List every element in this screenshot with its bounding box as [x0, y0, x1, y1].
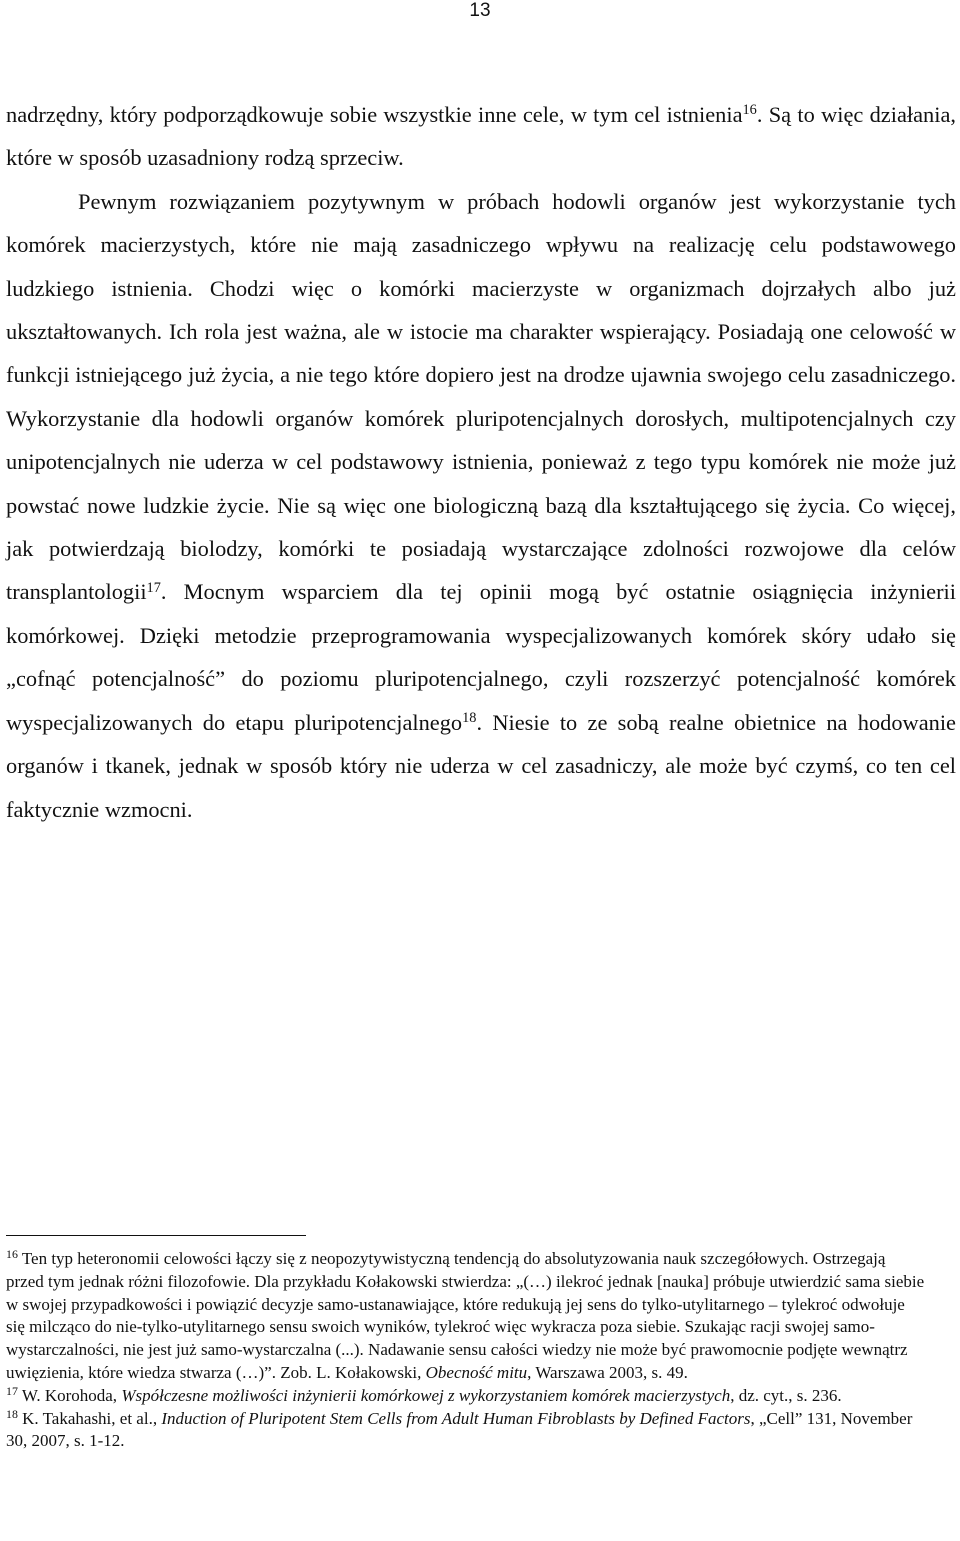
- paragraph-1-text: nadrzędny, który podporządkowuje sobie wszystkie inne cele, w tym cel istnienia: [6, 102, 743, 127]
- paragraph-2-part-3: . Niesie to ze sobą realne obietnice na hodowanie organów i tkanek, jednak w sposób który nie uderza w cel zasadniczy, ale może być czymś, co ten cel faktycznie wzmocni.: [6, 709, 956, 822]
- paragraph-1-text-after: . Są to więc działania, które w sposób uzasadniony rodzą sprzeciw.: [6, 102, 957, 171]
- footnote-18-text: K. Takahashi, et al.,: [17, 1408, 162, 1428]
- footnote-17-text: W. Korohoda,: [17, 1385, 122, 1405]
- footnote-18-title: Induction of Pluripotent Stem Cells from Adult Human Fibroblasts by Defined Factors: [161, 1408, 751, 1428]
- footnote-18-mark: 18: [6, 1406, 18, 1421]
- footnote-ref-16[interactable]: 16: [742, 102, 757, 119]
- footnote-16-mark: 16: [6, 1247, 18, 1262]
- footnote-17-tail: , dz. cyt., s. 236.: [730, 1385, 842, 1405]
- footnote-16-tail: , Warszawa 2003, s. 49.: [527, 1362, 688, 1382]
- footnote-16-text: Ten typ heteronomii celowości łączy się z neopozytywistyczną tendencją do absolutyzowania nauk szczegółowych. Ostrzegają przed tym jednak różni filozofowie. Dla przykładu Kołakowski stwierdza: „(…) ilekroć jednak [nauka] próbuje utwierdzić sama siebie w swojej przypadkowości i powiązić decyzje samo-ustanawiające, które redukują jej sens do tylko-utylitarnego – tylekroć odwołuje się milcząco do nie-tylko-utylitarnego sensu swoich wyników, tylekroć więc wykracza poza siebie. Szukając racji swojej samo-wystarczalności, nie jest już samo-wystarczalna (...). Nadawanie sensu całości wiedzy nie może być prawomocnie podjęte wewnątrz uwięzienia, które wiedza stwarza (…)”. Zob. L. Kołakowski,: [6, 1249, 925, 1382]
- page-number: 13: [469, 0, 491, 21]
- paragraph-2-part-2: . Mocnym wsparciem dla tej opinii mogą być ostatnie osiągnięcia inżynierii komórkowej. Dzięki metodzie przeprogramowania wyspecjalizowanych komórek skóry udało się „cofnąć potencjalność” do poziomu pluripotencjalnego, czyli rozszerzyć potencjalność komórek wyspecjalizowanych do etapu pluripotencjalnego: [6, 579, 956, 735]
- footnote-17: [6, 1385, 926, 1408]
- footnote-18: [6, 1408, 926, 1454]
- body-text: [6, 93, 956, 831]
- footnote-18-tail: , „Cell” 131, November 30, 2007, s. 1-12.: [6, 1408, 913, 1451]
- footnote-16-title: Obecność mitu: [425, 1362, 528, 1382]
- paragraph-2: [6, 180, 956, 831]
- footnote-17-title: Współczesne możliwości inżynierii komórkowej z wykorzystaniem komórek macierzystych: [121, 1385, 731, 1405]
- footnotes: [6, 1248, 926, 1453]
- footnote-separator: [6, 1235, 306, 1236]
- footnote-ref-17[interactable]: 17: [146, 579, 161, 596]
- paragraph-1: [6, 93, 956, 180]
- footnote-ref-18[interactable]: 18: [462, 709, 477, 726]
- footnote-16: [6, 1248, 926, 1385]
- footnote-17-mark: 17: [6, 1383, 18, 1398]
- paragraph-2-part-1: Pewnym rozwiązaniem pozytywnym w próbach hodowli organów jest wykorzystanie tych komórek macierzystych, które nie mają zasadniczego wpływu na realizację celu podstawowego ludzkiego istnienia. Chodzi więc o komórki macierzyste w organizmach dojrzałych albo już ukształtowanych. Ich rola jest ważna, ale w istocie ma charakter wspierający. Posiadają one celowość w funkcji istniejącego już życia, a nie tego które dopiero jest na drodze ujawnia swojego celu zasadniczego. Wykorzystanie dla hodowli organów komórek pluripotencjalnych dorosłych, multipotencjalnych czy unipotencjalnych nie uderza w cel podstawowy istnienia, ponieważ z tego typu komórek nie może już powstać nowe ludzkie życie. Nie są więc one biologiczną bazą dla kształtującego się życia. Co więcej, jak potwierdzają biolodzy, komórki te posiadają wystarczające zdolności rozwojowe dla celów transplantologii: [6, 188, 956, 605]
